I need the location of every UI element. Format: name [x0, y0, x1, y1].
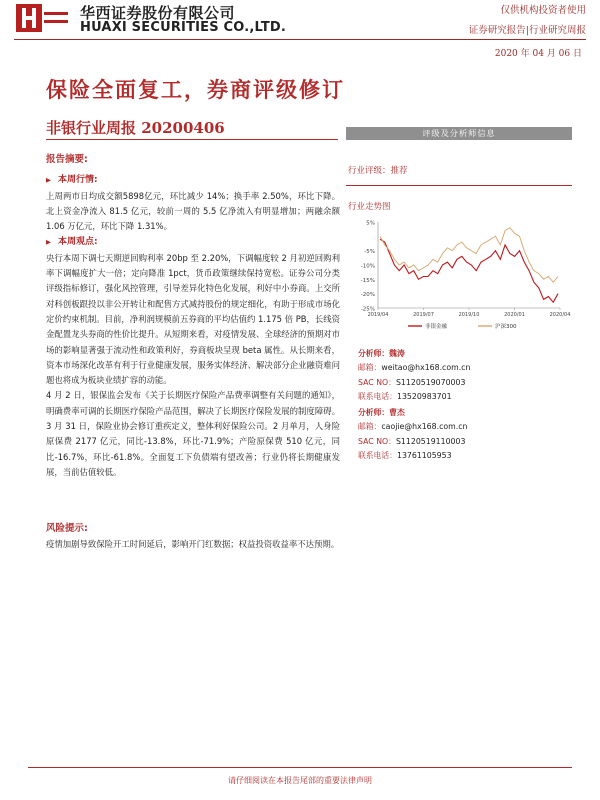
legend-label: 沪深300 [495, 324, 517, 330]
x-tick-label: 2019/07 [413, 312, 434, 318]
chart-title: 行业走势图 [348, 202, 391, 212]
report-subtitle: 非银行业周报 20200406 [46, 119, 225, 137]
field-key: 邮箱： [358, 422, 382, 432]
legal-notice: 请仔细阅读在本报告尾部的重要法律声明 [228, 776, 372, 785]
x-tick-label: 2019/04 [367, 312, 389, 318]
field-key: 联系电话： [358, 392, 397, 402]
view-paragraph-1: 央行本周下调七天期逆回购利率 20bp 至 2.20%，下调幅度较 2 月初逆回购利率下调幅度扩大一倍；定向降准 1pct，货币政策继续保持宽松。证券公司分类评级指标修订，强化风控管理，引导差异化特色化发展，利好中小券商。上交所对科创板跟投以非公开转让和配售方式减持股份的规定细化，有助于形成市场化定价约束机制。目前，净利润规模前五券商的平均估值约 1.175 倍 PB，长线资金配置龙头券商的性价比提升。从短期来看，对疫情发展、全球经济的预期对市场的影响显著强于流动性和政策利好，券商板块呈现 beta 属性。从长期来看，资本市场深化改革有利于行业健康发展，服务实体经济、解决部分企业融资难问题也将成为板块业绩扩容的动能。 [46, 252, 341, 386]
y-tick-label: -5% [364, 249, 375, 256]
series-line-1 [380, 239, 558, 302]
field-key: SAC NO： [358, 377, 396, 387]
analyst-email-row [358, 420, 572, 434]
analyst-email[interactable]: weitao@hx168.com.cn [381, 363, 471, 373]
report-date: 2020 年 04 月 06 日 [494, 49, 582, 59]
company-name-cn: 华西证券股份有限公司 [80, 4, 236, 22]
industry-rating: 行业评级：推荐 [348, 166, 408, 176]
market-paragraph: 上周两市日均成交额5898亿元，环比减少 14%；换手率 2.50%，环比下降。北上资金净流入 81.5 亿元，较前一周的 5.5 亿净流入有明显增加；两融余额 1.06 万亿元，环比下降 1.31%。 [46, 190, 340, 232]
report-type: 证券研究报告|行业研究周报 [468, 25, 586, 36]
y-tick-label: -20% [360, 292, 375, 299]
company-name-en: HUAXI SECURITIES CO.,LTD. [80, 20, 287, 35]
x-tick-label: 2020/04 [549, 312, 571, 318]
analyst-card-2 [358, 406, 572, 464]
section-heading-market: ▶ 本周行情: [46, 173, 340, 188]
trend-chart [346, 216, 571, 334]
analyst-sac: S1120519070003 [395, 377, 466, 387]
subtitle-divider [46, 139, 338, 140]
field-key: 邮箱： [358, 363, 382, 373]
header-divider [14, 39, 586, 40]
y-tick-label: -10% [360, 263, 375, 270]
view-paragraph-2: 4 月 2 日，银保监会发布《关于长期医疗保险产品费率调整有关问题的通知》，明确费率可调的长期医疗保险产品范围，解决了长期医疗保险发展的制度障碍。3 月 31 日，保险业协会修订重疾定义，整体利好保险公司。2 月单月，人身险原保费 2177 亿元，同比-13.8%，环比-71.9%；产险原保费 510 亿元，同比-16.7%，环比-61.8%。全面复工下负债端有望改善；行业仍将长期健康发展，当前估值较低。 [46, 390, 340, 477]
section-heading-view: ▶ 本周观点: [46, 235, 340, 250]
legend-label: 非银金融 [425, 324, 448, 330]
report-title: 保险全面复工，券商评级修订 [46, 77, 345, 102]
audience-note: 仅供机构投资者使用 [500, 5, 586, 16]
y-tick-label: -15% [360, 277, 375, 284]
analyst-sac-row [358, 376, 572, 390]
analyst-phone-row [358, 449, 572, 463]
series-line-2 [380, 228, 558, 283]
analyst-email[interactable]: caojie@hx168.com.cn [381, 422, 468, 432]
analyst-sac-row [358, 435, 572, 449]
x-tick-label: 2020/01 [504, 312, 525, 318]
analyst-name: 分析师：魏涛 [358, 349, 405, 358]
y-tick-label: 5% [366, 220, 375, 227]
y-tick-label: -25% [360, 306, 375, 313]
analyst-card-1 [358, 347, 572, 405]
sidebar-header: 评级及分析师信息 [346, 127, 572, 140]
x-tick-label: 2019/10 [458, 312, 480, 318]
field-key: 联系电话： [358, 451, 397, 461]
summary-section [46, 152, 340, 480]
analyst-sac: S1120519110003 [395, 436, 466, 446]
analyst-phone-row [358, 390, 572, 404]
analyst-name: 分析师：曹杰 [358, 408, 405, 417]
analyst-email-row [358, 361, 572, 375]
analyst-phone: 13520983701 [396, 392, 452, 402]
footer-divider [28, 767, 572, 768]
field-key: SAC NO： [358, 436, 396, 446]
huaxi-logo [14, 2, 74, 34]
risk-text: 疫情加剧导致保险开工时间延后，影响开门红数据；权益投资收益率不达预期。 [46, 539, 340, 549]
sidebar [346, 127, 572, 334]
risk-label: 风险提示: [46, 523, 88, 534]
summary-label: 报告摘要: [46, 154, 88, 165]
rating-divider [346, 185, 572, 186]
analyst-phone: 13761105953 [396, 451, 452, 461]
